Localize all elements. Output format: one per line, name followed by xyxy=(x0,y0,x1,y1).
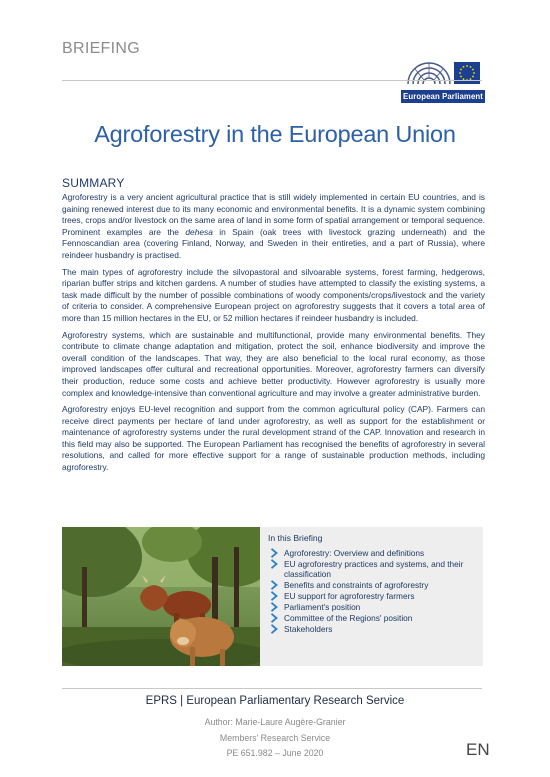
language-code: EN xyxy=(466,740,490,759)
european-parliament-logo xyxy=(398,52,488,104)
european-parliament-wordmark: European Parliament xyxy=(401,90,485,103)
briefing-label: BRIEFING xyxy=(62,40,140,57)
author-line: Author: Marie-Laure Augère-Granier xyxy=(204,717,346,727)
chevron-right-icon xyxy=(270,548,279,558)
document-reference: PE 651.982 – June 2020 xyxy=(226,748,324,758)
briefing-contents-list xyxy=(268,548,475,634)
list-item-label: Stakeholders xyxy=(284,623,333,634)
summary-body xyxy=(62,192,485,479)
document-title: Agroforestry in the European Union xyxy=(94,121,456,147)
chevron-right-icon xyxy=(270,591,279,601)
list-item[interactable] xyxy=(268,591,475,601)
chevron-right-icon xyxy=(270,580,279,590)
list-item-label: EU agroforestry practices and systems, and their classification xyxy=(284,558,464,580)
list-item[interactable] xyxy=(268,602,475,612)
list-item[interactable] xyxy=(268,580,475,590)
chevron-right-icon xyxy=(270,559,279,569)
list-item-label: EU support for agroforestry farmers xyxy=(284,591,415,602)
italic-term: dehesa xyxy=(185,226,213,237)
list-item[interactable] xyxy=(268,559,475,580)
summary-heading: SUMMARY xyxy=(62,176,125,190)
eprs-service-name: EPRS | European Parliamentary Research Service xyxy=(145,695,405,707)
list-item-label: Benefits and constraints of agroforestry xyxy=(284,580,429,591)
list-item[interactable] xyxy=(268,548,475,558)
chevron-right-icon xyxy=(270,613,279,623)
in-this-briefing-title: In this Briefing xyxy=(268,533,323,543)
list-item-label: Agroforestry: Overview and definitions xyxy=(284,548,425,558)
cattle-under-trees-photo xyxy=(62,527,260,666)
list-item-label: Committee of the Regions' position xyxy=(284,612,413,623)
footer-divider xyxy=(62,688,482,689)
in-this-briefing-box xyxy=(260,527,483,666)
service-line: Members' Research Service xyxy=(219,733,331,743)
list-item[interactable] xyxy=(268,624,475,634)
header-divider xyxy=(62,80,482,81)
chevron-right-icon xyxy=(270,624,279,634)
summary-paragraph: Agroforestry is a very ancient agricultural practice that is still widely implemented in certain EU countries, and is gaining renewed interest due to its many economic and environmental benefits. It is a dynamic system combining trees, crops and/or livestock on the same area of land in some form of spatial arrangement or temporal sequence. Prominent examples are the dehesa in Spain (oak trees with livestock grazing underneath) and the Fennoscandian area (covering Finland, Norway, and Sweden in their entireties, and a part of Russia), where reindeer husbandry is practised. xyxy=(62,192,485,260)
summary-paragraph: The main types of agroforestry include the silvopastoral and silvoarable systems, forest farming, hedgerows, riparian buffer strips and kitchen gardens. A number of studies have attempted to classify the existing systems, a task made difficult by the number of possible combinations of woody components/crops/livestock and the variety of criteria to consider. A comprehensive European project on agroforestry suggests that it covers a total area of more than 15 million hectares in the EU, or 52 million hectares if reindeer husbandry is included. xyxy=(62,266,485,323)
summary-paragraph: Agroforestry systems, which are sustainable and multifunctional, provide many environmental benefits. They contribute to climate change adaptation and mitigation, protect the soil, enhance biodiversity and improve the overall condition of the landscapes. That way, they are also beneficial to the local rural economy, as those improved landscapes offer cultural and recreational opportunities. Moreover, agroforestry farmers can diversify their production, reduce some costs and achieve better productivity. However agroforestry is usually more complex and knowledge-intensive than conventional agriculture and may involve a greater administrative burden. xyxy=(62,329,485,398)
list-item[interactable] xyxy=(268,613,475,623)
list-item-label: Parliament's position xyxy=(284,602,361,613)
chevron-right-icon xyxy=(270,602,279,612)
hemicycle-icon xyxy=(404,56,454,86)
summary-paragraph: Agroforestry enjoys EU-level recognition and support from the common agricultural policy (CAP). Farmers can receive direct payments per hectare of land under agroforestry, as well as support for the establishment or maintenance of agroforestry systems under the rural development strand of the CAP. Innovation and research in this field may also be supported. The European Parliament has recognised the benefits of agroforestry in several resolutions, and called for more effective support for a range of sustainable production methods, including agroforestry. xyxy=(62,404,485,473)
